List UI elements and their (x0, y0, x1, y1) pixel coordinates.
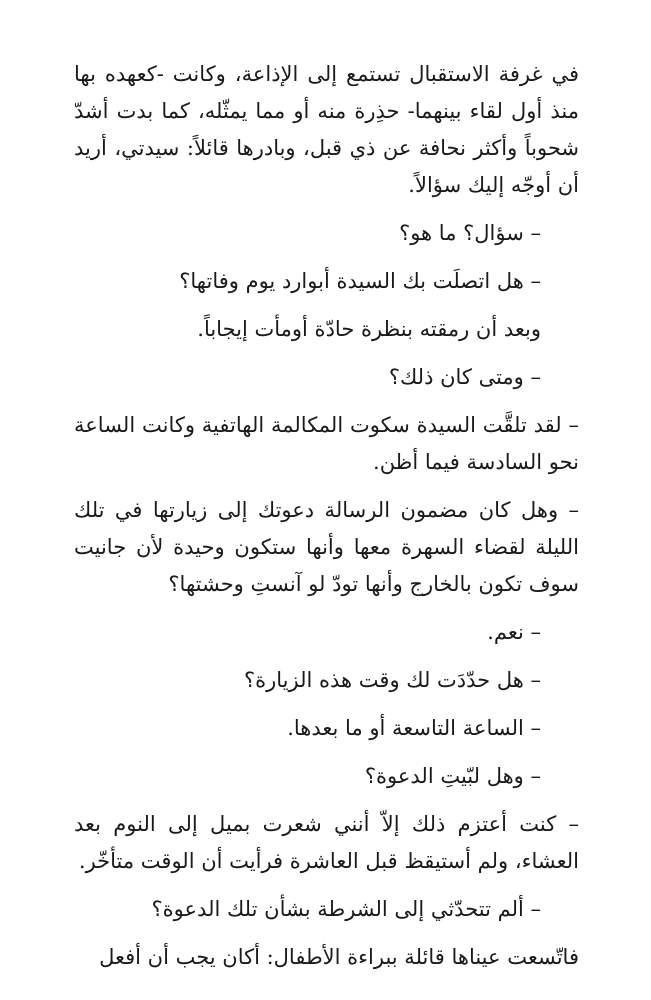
paragraph: وبعد أن رمقته بنظرة حادّة أومأت إيجاباً. (197, 317, 541, 341)
paragraph: – سؤال؟ ما هو؟ (399, 221, 541, 245)
book-page (74, 56, 579, 976)
paragraph: – نعم. (487, 620, 541, 644)
paragraph: – كنت أعتزم ذلك إلاّ أنني شعرت بميل إلى النوم بعد العشاء، ولم أستيقظ قبل العاشرة فرأيت أن الوقت متأخّر. (74, 812, 579, 873)
paragraph: – هل اتصلَت بك السيدة أبوارد يوم وفاتها؟ (179, 269, 541, 293)
paragraph: – هل حدّدَت لك وقت هذه الزيارة؟ (243, 668, 541, 692)
paragraph: – ألم تتحدّثي إلى الشرطة بشأن تلك الدعوة؟ (151, 897, 541, 921)
paragraph: – لقد تلقَّت السيدة سكوت المكالمة الهاتفية وكانت الساعة نحو السادسة فيما أظن. (74, 413, 579, 474)
paragraph: – وهل لبّيتِ الدعوة؟ (364, 764, 541, 788)
paragraph: فاتّسعت عيناها قائلة ببراءة الأطفال: أكان يجب أن أفعل (99, 945, 579, 969)
paragraph: – الساعة التاسعة أو ما بعدها. (287, 716, 541, 740)
paragraph: – ومتى كان ذلك؟ (388, 365, 541, 389)
paragraph: في غرفة الاستقبال تستمع إلى الإذاعة، وكانت -كعهده بها منذ أول لقاء بينهما- حذِرة منه أو مما يمثّله، كما بدت أشدّ شحوباً وأكثر نحافة عن ذي قبل، وبادرها قائلاً: سيدتي، أريد أن أوجّه إليك سؤالاً. (74, 62, 579, 197)
paragraph: – وهل كان مضمون الرسالة دعوتك إلى زيارتها في تلك الليلة لقضاء السهرة معها وأنها ستكون وحيدة لأن جانيت سوف تكون بالخارج وأنها تودّ لو آنستِ وحشتها؟ (74, 498, 579, 596)
